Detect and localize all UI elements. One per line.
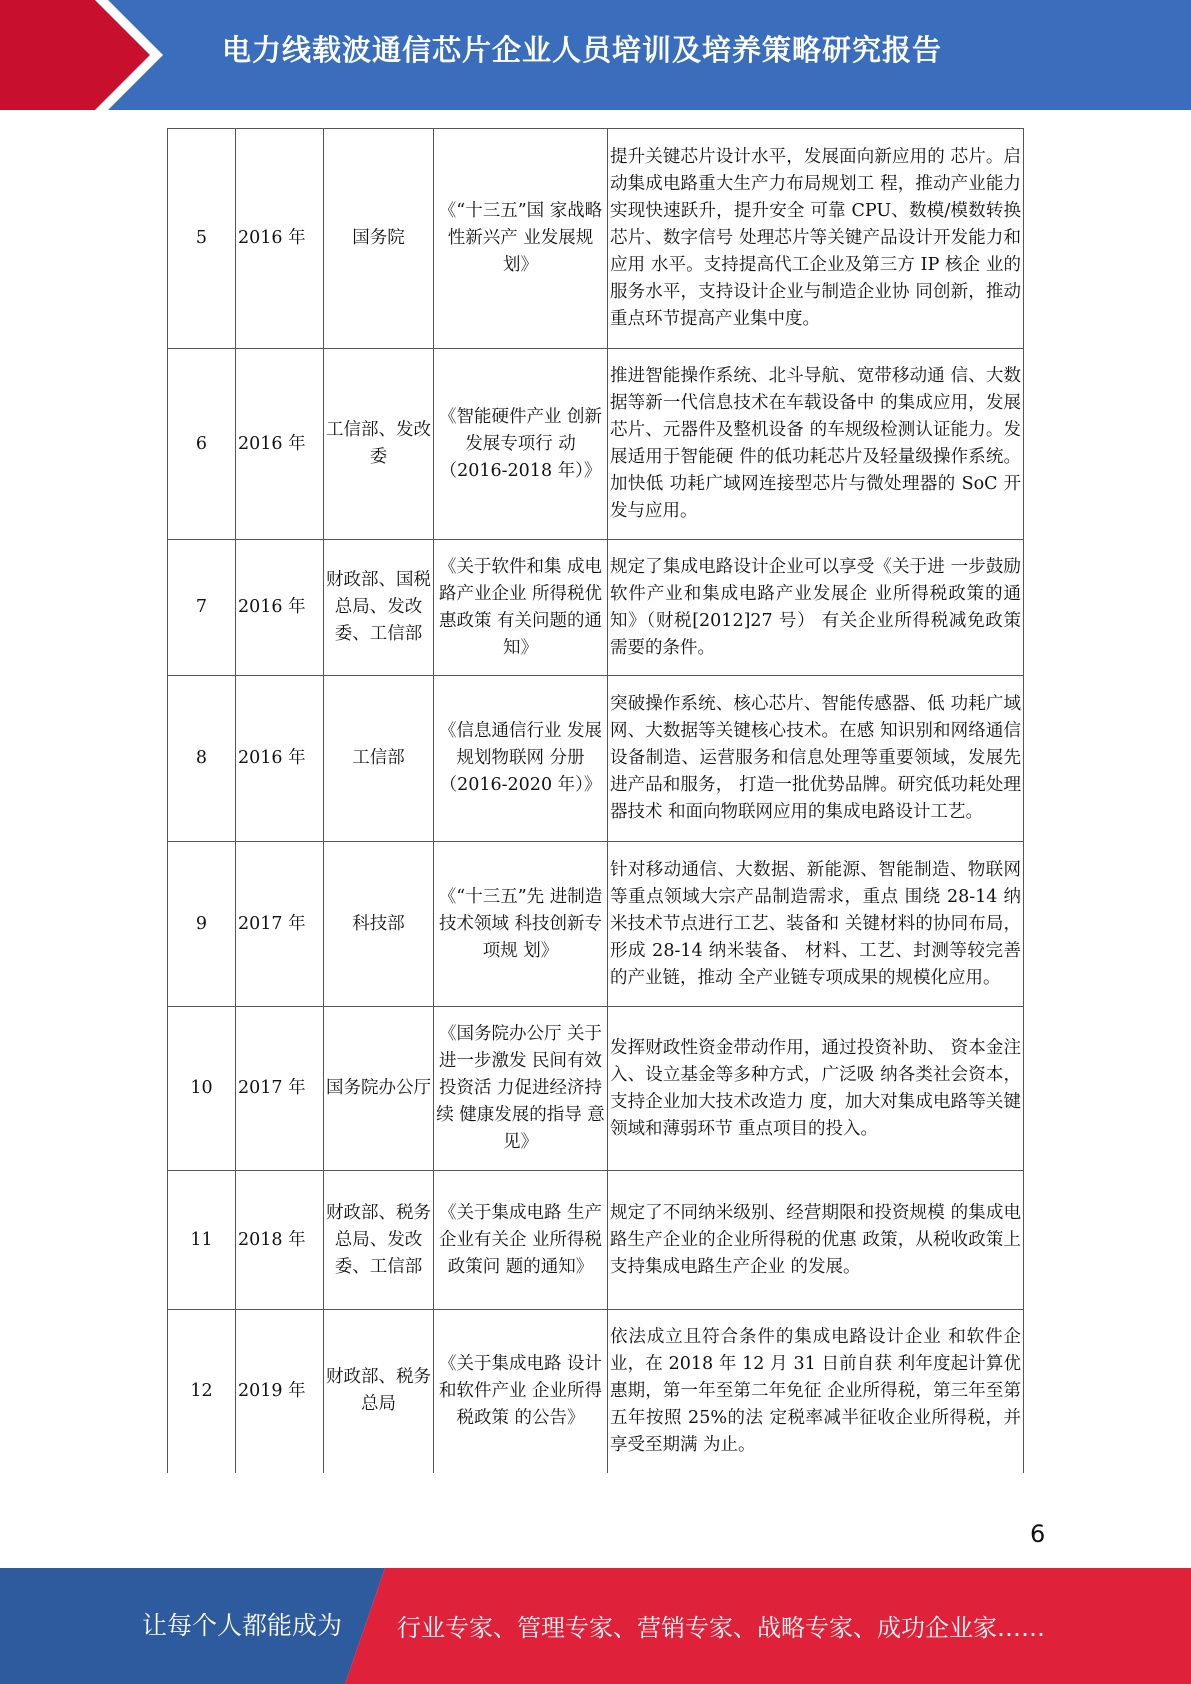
row-number: 9 (168, 842, 236, 1007)
row-department: 国务院 (324, 129, 434, 349)
row-department: 工信部 (324, 676, 434, 842)
footer-slogan-left: 让每个人都能成为 (142, 1611, 343, 1640)
row-department: 科技部 (324, 842, 434, 1007)
row-document: 《信息通信行业 发展规划物联网 分册（2016-2020 年）》 (434, 676, 608, 842)
table-row (168, 842, 1024, 1007)
row-year: 2018 年 (236, 1171, 324, 1310)
row-content: 发挥财政性资金带动作用，通过投资补助、 资本金注入、设立基金等多种方式，广泛吸 纳各类社会资本，支持企业加大技术改造力 度，加大对集成电路等关键领域和薄弱环节 重点项目的投入。 (608, 1007, 1024, 1171)
page-footer (0, 1568, 1191, 1684)
row-year: 2016 年 (236, 129, 324, 349)
row-number: 8 (168, 676, 236, 842)
row-number: 5 (168, 129, 236, 349)
row-department: 国务院办公厅 (324, 1007, 434, 1171)
row-document: 《关于集成电路 设计和软件产业 企业所得税政策 的公告》 (434, 1310, 608, 1473)
row-year: 2016 年 (236, 540, 324, 676)
row-department: 财政部、税务总局 (324, 1310, 434, 1473)
page-header (0, 0, 1191, 110)
row-year: 2017 年 (236, 842, 324, 1007)
row-year: 2016 年 (236, 349, 324, 540)
row-number: 12 (168, 1310, 236, 1473)
row-number: 10 (168, 1007, 236, 1171)
report-title: 电力线载波通信芯片企业人员培训及培养策略研究报告 (222, 33, 943, 67)
table-row (168, 1310, 1024, 1473)
table-row (168, 676, 1024, 842)
row-year: 2016 年 (236, 676, 324, 842)
table-row (168, 349, 1024, 540)
row-document: 《关于软件和集 成电路产业企业 所得税优惠政策 有关问题的通 知》 (434, 540, 608, 676)
row-content: 规定了集成电路设计企业可以享受《关于进 一步鼓励软件产业和集成电路产业发展企 业所得税政策的通知》（财税[2012]27 号） 有关企业所得税减免政策需要的条件。 (608, 540, 1024, 676)
row-document: 《关于集成电路 生产企业有关企 业所得税政策问 题的通知》 (434, 1171, 608, 1310)
row-document: 《智能硬件产业 创新发展专项行 动（2016-2018 年）》 (434, 349, 608, 540)
row-content: 提升关键芯片设计水平，发展面向新应用的 芯片。启动集成电路重大生产力布局规划工 程，推动产业能力实现快速跃升，提升安全 可靠 CPU、数模/模数转换芯片、数字信号 处理芯片等关键产品设计开发能力和应用 水平。支持提高代工企业及第三方 IP 核企 业的服务水平，支持设计企业与制造企业协 同创新，推动重点环节提高产业集中度。 (608, 129, 1024, 349)
table-row (168, 540, 1024, 676)
row-number: 11 (168, 1171, 236, 1310)
row-number: 6 (168, 349, 236, 540)
row-year: 2019 年 (236, 1310, 324, 1473)
row-document: 《“十三五”先 进制造技术领域 科技创新专项规 划》 (434, 842, 608, 1007)
row-content: 突破操作系统、核心芯片、智能传感器、低 功耗广域网、大数据等关键核心技术。在感 知识别和网络通信设备制造、运营服务和信息处理等重要领域，发展先进产品和服务， 打造一批优势品牌。研究低功耗处理器技术 和面向物联网应用的集成电路设计工艺。 (608, 676, 1024, 842)
row-department: 工信部、发改委 (324, 349, 434, 540)
row-document: 《“十三五”国 家战略性新兴产 业发展规划》 (434, 129, 608, 349)
row-content: 针对移动通信、大数据、新能源、智能制造、物联网等重点领域大宗产品制造需求，重点 围绕 28-14 纳米技术节点进行工艺、装备和 关键材料的协同布局，形成 28-14 纳米装备、 材料、工艺、封测等较完善的产业链，推动 全产业链专项成果的规模化应用。 (608, 842, 1024, 1007)
row-number: 7 (168, 540, 236, 676)
table-row (168, 129, 1024, 349)
table-row (168, 1007, 1024, 1171)
row-content: 依法成立且符合条件的集成电路设计企业 和软件企业，在 2018 年 12 月 31 日前自获 利年度起计算优惠期，第一年至第二年免征 企业所得税，第三年至第五年按照 25%的法 定税率减半征收企业所得税，并享受至期满 为止。 (608, 1310, 1024, 1473)
footer-slogan-right: 行业专家、管理专家、营销专家、战略专家、成功企业家…… (397, 1614, 1045, 1642)
row-content: 推进智能操作系统、北斗导航、宽带移动通 信、大数据等新一代信息技术在车载设备中 的集成应用，发展芯片、元器件及整机设备 的车规级检测认证能力。发展适用于智能硬 件的低功耗芯片及轻量级操作系统。加快低 功耗广域网连接型芯片与微处理器的 SoC 开发与应用。 (608, 349, 1024, 540)
policy-table (167, 128, 1024, 1473)
row-department: 财政部、国税总局、发改委、工信部 (324, 540, 434, 676)
row-year: 2017 年 (236, 1007, 324, 1171)
row-document: 《国务院办公厅 关于进一步激发 民间有效投资活 力促进经济持续 健康发展的指导 意见》 (434, 1007, 608, 1171)
row-department: 财政部、税务总局、发改委、工信部 (324, 1171, 434, 1310)
page-number: 6 (1030, 1520, 1046, 1548)
row-content: 规定了不同纳米级别、经营期限和投资规模 的集成电路生产企业的企业所得税的优惠 政策，从税收政策上支持集成电路生产企业 的发展。 (608, 1171, 1024, 1310)
table-row (168, 1171, 1024, 1310)
